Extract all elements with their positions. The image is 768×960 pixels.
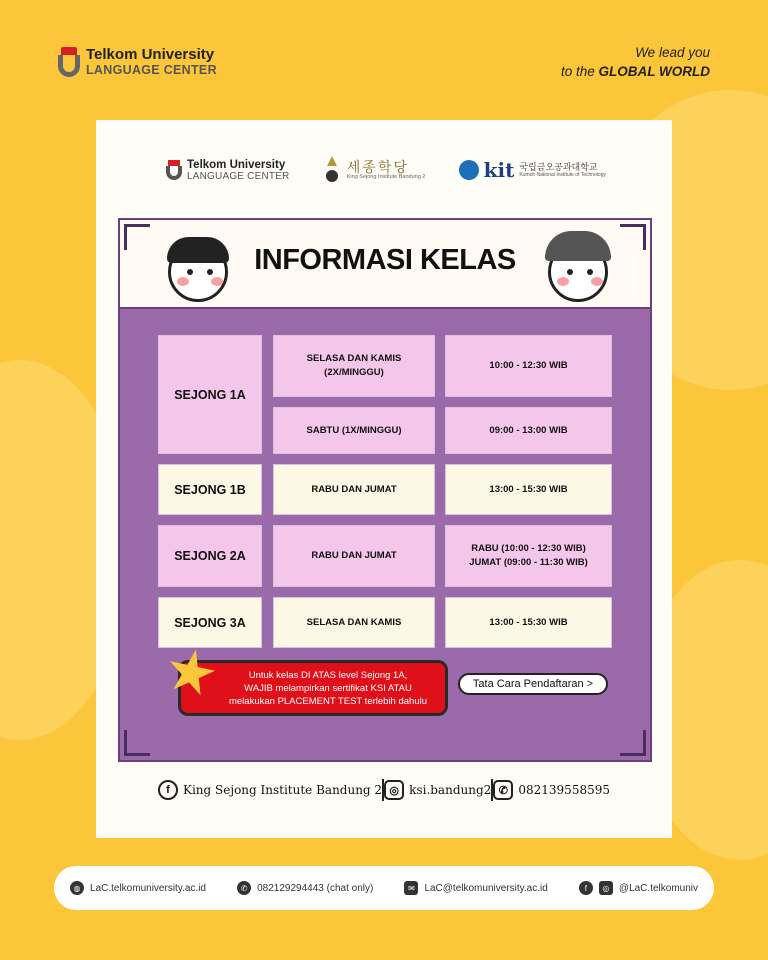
days-cell: RABU DAN JUMAT bbox=[273, 525, 435, 587]
days-cell: RABU DAN JUMAT bbox=[273, 464, 435, 515]
phone-link[interactable] bbox=[237, 881, 373, 895]
ksi-crest-icon bbox=[323, 156, 341, 184]
email-link[interactable] bbox=[404, 881, 547, 895]
time-cell: 13:00 - 15:30 WIB bbox=[445, 597, 612, 648]
ksi-korean-name: 세종학당 bbox=[346, 158, 409, 175]
ksi-sub-name: King Sejong Institute Bandung 2 bbox=[346, 173, 426, 180]
tagline-line2-bold: GLOBAL WORLD bbox=[598, 64, 710, 79]
contact-footer bbox=[54, 866, 714, 910]
days-cell: SABTU (1X/MINGGU) bbox=[273, 407, 435, 454]
registration-guide-button[interactable]: Tata Cara Pendaftaran > bbox=[458, 673, 608, 695]
whatsapp-label: 082139558595 bbox=[518, 783, 610, 797]
email-label: LaC@telkomuniversity.ac.id bbox=[424, 882, 548, 894]
time-cell: RABU (10:00 - 12:30 WIB) JUMAT (09:00 - 11:30 WIB) bbox=[445, 525, 612, 587]
whatsapp-icon: ✆ bbox=[493, 780, 513, 800]
ornament-corner-icon bbox=[620, 730, 646, 756]
brand-subtitle: LANGUAGE CENTER bbox=[86, 63, 217, 77]
partner-logos bbox=[166, 150, 606, 190]
website-label: LaC.telkomuniversity.ac.id bbox=[90, 882, 206, 894]
time-cell: 10:00 - 12:30 WIB bbox=[445, 335, 612, 397]
class-name-cell: SEJONG 2A bbox=[158, 525, 262, 587]
schedule-panel bbox=[118, 218, 652, 762]
title-band bbox=[120, 220, 650, 309]
notice-line1: Untuk kelas DI ATAS level Sejong 1A, bbox=[248, 670, 408, 681]
tagline-line1: We lead you bbox=[635, 45, 710, 60]
telkom-partner-sub: LANGUAGE CENTER bbox=[187, 170, 290, 182]
telkom-language-center-logo bbox=[58, 47, 217, 77]
instagram-icon: ◎ bbox=[599, 881, 613, 895]
instagram-link[interactable] bbox=[384, 780, 491, 800]
class-name-cell: SEJONG 1B bbox=[158, 464, 262, 515]
notice-line2: WAJIB melampirkan sertifikat KSI ATAU bbox=[244, 683, 412, 694]
facebook-icon: f bbox=[579, 881, 593, 895]
tagline bbox=[561, 43, 710, 81]
social-handle-link[interactable] bbox=[579, 881, 698, 895]
kit-sub-name: Kumoh National Institute of Technology bbox=[519, 171, 606, 178]
kit-partner-logo bbox=[459, 160, 606, 180]
placement-notice bbox=[178, 660, 448, 716]
kit-globe-icon bbox=[459, 160, 479, 180]
mascot-boy-icon bbox=[548, 242, 608, 302]
class-name-cell: SEJONG 3A bbox=[158, 597, 262, 648]
class-info-card bbox=[96, 120, 672, 838]
mail-icon: ✉ bbox=[404, 881, 418, 895]
notice-line3: melakukan PLACEMENT TEST terlebih dahulu bbox=[228, 696, 427, 707]
telkom-u-logo-icon bbox=[166, 160, 182, 180]
social-handle-label: @LaC.telkomuniv bbox=[618, 882, 698, 894]
whatsapp-icon: ✆ bbox=[237, 881, 251, 895]
phone-label: 082129294443 (chat only) bbox=[257, 882, 374, 894]
instagram-label: ksi.bandung2 bbox=[409, 783, 492, 797]
facebook-link[interactable] bbox=[158, 780, 382, 800]
kit-wordmark: kit bbox=[483, 158, 515, 182]
page-title: INFORMASI KELAS bbox=[254, 244, 516, 276]
days-cell: SELASA DAN KAMIS bbox=[273, 597, 435, 648]
instagram-icon: ◎ bbox=[384, 780, 404, 800]
time-cell: 13:00 - 15:30 WIB bbox=[445, 464, 612, 515]
time-cell: 09:00 - 13:00 WIB bbox=[445, 407, 612, 454]
facebook-icon: f bbox=[158, 780, 178, 800]
class-name-cell: SEJONG 1A bbox=[158, 335, 262, 454]
kit-korean-name: 국립금오공과대학교 bbox=[519, 161, 598, 172]
whatsapp-link[interactable] bbox=[493, 780, 610, 800]
brand-name: Telkom University bbox=[86, 46, 215, 63]
facebook-label: King Sejong Institute Bandung 2 bbox=[183, 783, 383, 797]
ornament-corner-icon bbox=[124, 730, 150, 756]
days-cell: SELASA DAN KAMIS (2X/MINGGU) bbox=[273, 335, 435, 397]
telkom-partner-name: Telkom University bbox=[187, 158, 286, 171]
telkom-partner-logo bbox=[166, 159, 289, 182]
social-links bbox=[158, 778, 610, 802]
ksi-partner-logo bbox=[323, 156, 426, 184]
website-link[interactable] bbox=[70, 881, 206, 895]
telkom-u-logo-icon bbox=[58, 47, 80, 77]
tagline-line2-prefix: to the bbox=[560, 64, 599, 79]
alert-burst-icon bbox=[163, 645, 220, 702]
globe-icon: ◍ bbox=[70, 881, 84, 895]
